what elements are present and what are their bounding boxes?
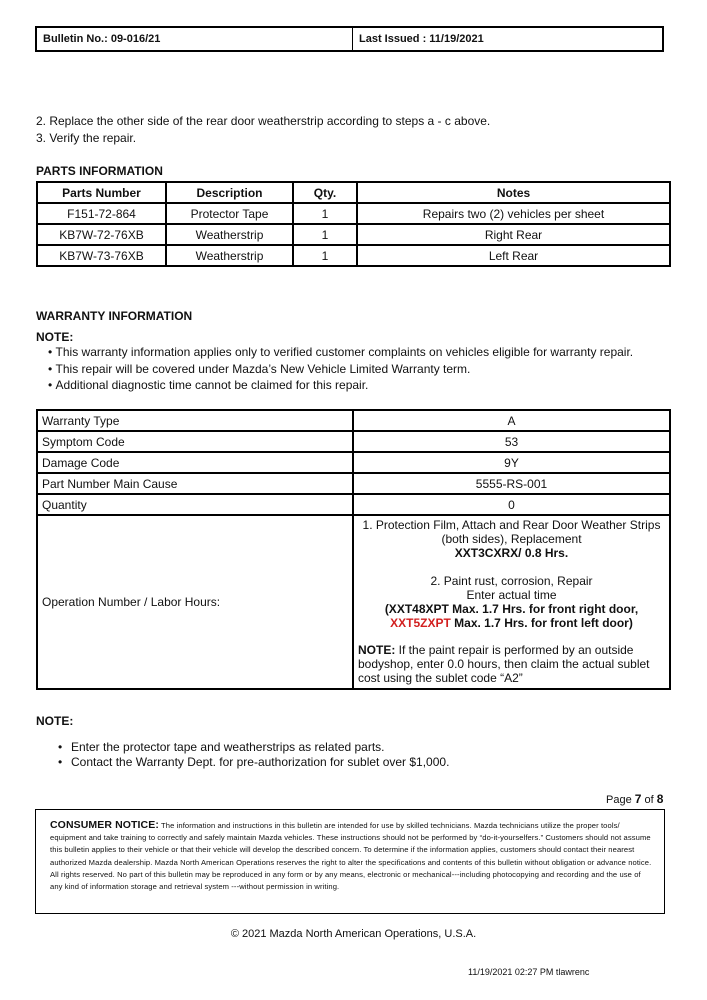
col-qty: Qty. [293,182,357,203]
op-item2-code-right: (XXT48XPT Max. 1.7 Hrs. for front right door, [384,602,639,616]
op-note [358,643,665,685]
note2-label: NOTE: [36,714,74,728]
page-current: 7 [634,792,642,806]
table-row [37,410,670,431]
warranty-value-cell: 0 [353,494,670,515]
op-note-label: NOTE: [358,643,396,657]
page-total: 8 [656,792,664,806]
table-row [37,515,670,689]
op-code-left-rest: Max. 1.7 Hrs. for front left door) [450,616,633,630]
warranty-label-cell: Symptom Code [37,431,353,452]
op-item2-line1: 2. Paint rust, corrosion, Repair [430,574,593,588]
bulletin-number: Bulletin No.: 09-016/21 [37,28,353,50]
copyright: © 2021 Mazda North American Operations, U.S.A. [230,928,477,940]
warranty-value-cell: A [353,410,670,431]
table-row [37,245,670,266]
part-number-cell: F151-72-864 [37,203,166,224]
print-timestamp: 11/19/2021 02:27 PM tlawrenc [468,967,590,977]
warranty-value-cell: 53 [353,431,670,452]
part-number-cell: KB7W-72-76XB [37,224,166,245]
operation-label-cell: Operation Number / Labor Hours: [37,515,353,689]
consumer-notice-text: The information and instructions in this bulletin are intended for use by skilled technicians. Mazda technicians utilize the proper tools/ equipment and take training to correctly and safely maintain Mazda vehicles. These instructions should not be performed by “do-it-yourselfers.” Customers should not assume this bulletin applies to their vehicle or that their vehicle will develop the described concern. To determine if the information applies, customers should contact their nearest authorized Mazda dealership. Mazda North American Operations reserves the right to alter the specifications and contents of this bulletin without obligation or advance notice. All rights reserved. No part of this bulletin may be reproduced in any form or by any means, electronic or mechanical---including photocopying and recording and the use of any kind of information storage and retrieval system ---without permission in writing. [50,821,652,892]
warranty-value-cell: 9Y [353,452,670,473]
warranty-label-cell: Warranty Type [37,410,353,431]
op-note-text: If the paint repair is performed by an outside bodyshop, enter 0.0 hours, then claim the actual sublet cost using the sublet code “A2” [358,643,650,685]
col-description: Description [166,182,293,203]
notes-cell: Repairs two (2) vehicles per sheet [357,203,670,224]
parts-info-title: PARTS INFORMATION [36,164,163,178]
list-item: • Additional diagnostic time cannot be claimed for this repair. [48,377,633,394]
table-row [37,494,670,515]
warranty-label-cell: Part Number Main Cause [37,473,353,494]
repair-steps [36,113,490,147]
list-item: • Contact the Warranty Dept. for pre-authorization for sublet over $1,000. [58,755,449,770]
table-row [37,431,670,452]
op-item2-line2: Enter actual time [466,588,557,602]
step-2: 2. Replace the other side of the rear door weatherstrip according to steps a - c above. [36,114,491,128]
page-number [606,792,663,806]
qty-cell: 1 [293,203,357,224]
list-item: • This repair will be covered under Mazda’s New Vehicle Limited Warranty term. [48,361,633,378]
table-row [37,203,670,224]
table-row [37,452,670,473]
col-notes: Notes [357,182,670,203]
page-prefix: Page [606,794,635,806]
qty-cell: 1 [293,245,357,266]
warranty-info-title: WARRANTY INFORMATION [36,309,193,323]
operation-value-cell [353,515,670,689]
consumer-notice-label: CONSUMER NOTICE: [50,819,159,831]
bulletin-header [35,26,664,52]
table-row [37,224,670,245]
consumer-notice-box [35,809,665,914]
warranty-label-cell: Damage Code [37,452,353,473]
warranty-label-cell: Quantity [37,494,353,515]
warranty-notes-list [48,344,633,394]
warranty-note-label: NOTE: [36,330,74,344]
notes-cell: Right Rear [357,224,670,245]
op-item1-line1: 1. Protection Film, Attach and Rear Door Weather Strips [362,518,661,532]
description-cell: Weatherstrip [166,224,293,245]
notes-cell: Left Rear [357,245,670,266]
page-of: of [641,794,657,806]
op-item1-code: XXT3CXRX/ 0.8 Hrs. [454,546,569,560]
col-parts-number: Parts Number [37,182,166,203]
qty-cell: 1 [293,224,357,245]
parts-header-row [37,182,670,203]
note2-list [58,740,449,770]
part-number-cell: KB7W-73-76XB [37,245,166,266]
description-cell: Protector Tape [166,203,293,224]
table-row [37,473,670,494]
parts-table [36,181,671,267]
op-item2-code-left [358,616,665,630]
warranty-table [36,409,671,690]
list-item: • This warranty information applies only to verified customer complaints on vehicles eligible for warranty repair. [48,344,633,361]
last-issued: Last Issued : 11/19/2021 [359,33,484,45]
warranty-value-cell: 5555-RS-001 [353,473,670,494]
step-3: 3. Verify the repair. [36,131,137,145]
op-item1-line2: (both sides), Replacement [441,532,582,546]
consumer-notice [50,819,652,893]
op-code-red: XXT5ZXPT [390,616,451,630]
description-cell: Weatherstrip [166,245,293,266]
list-item: • Enter the protector tape and weatherstrips as related parts. [58,740,449,755]
